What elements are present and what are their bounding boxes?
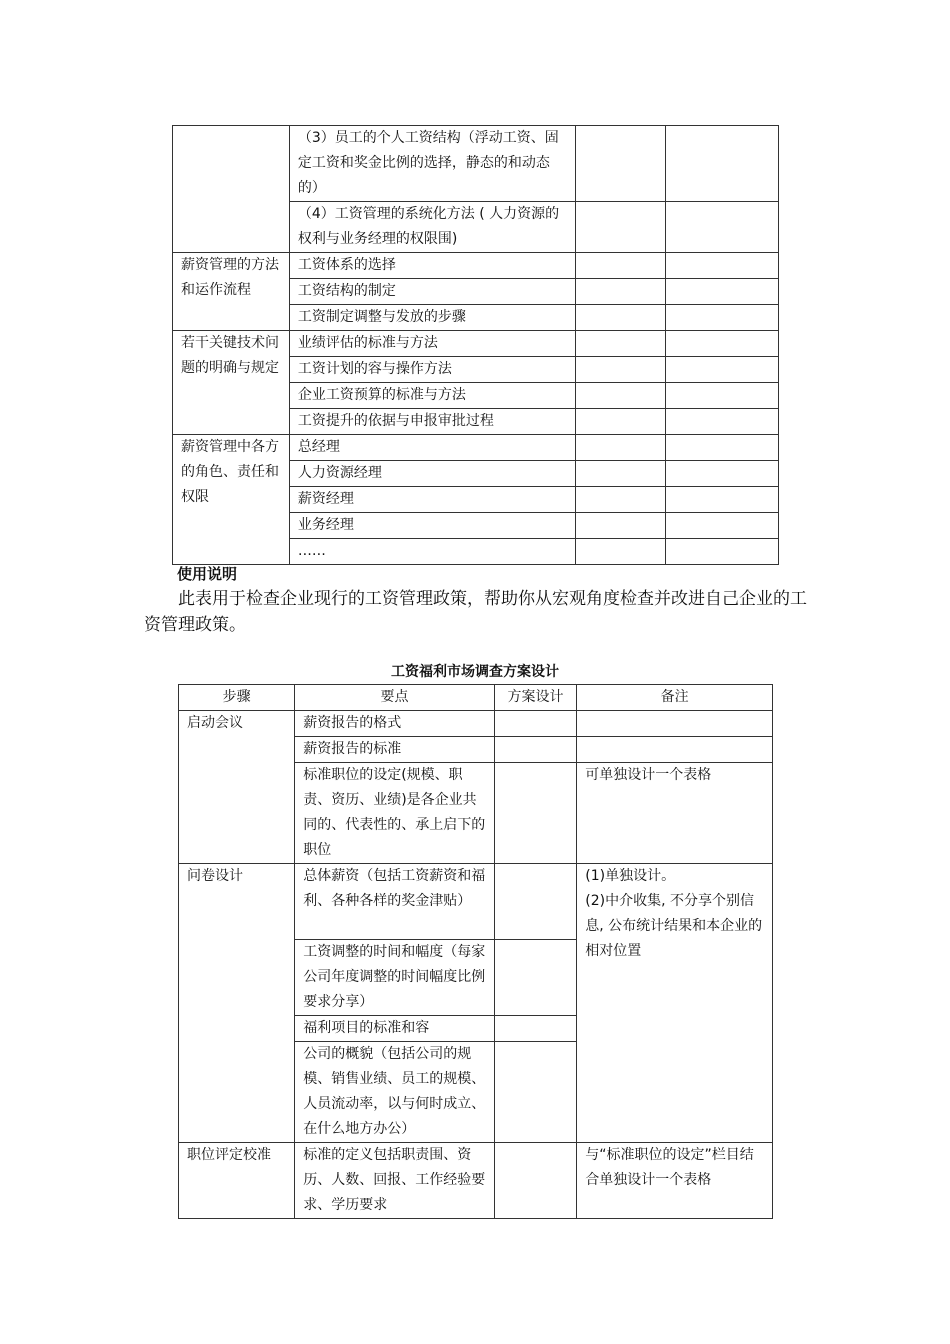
item-cell: 业绩评估的标准与方法 [289,331,576,357]
blank-cell [666,357,779,383]
point-cell: 标准职位的设定(规模、职责、资历、业绩)是各企业共同的、代表性的、承上启下的职位 [295,763,495,864]
note-line: (2)中介收集, 不分享个别信息, 公布统计结果和本企业的相对位置 [585,893,763,959]
blank-cell [576,305,666,331]
blank-cell [576,513,666,539]
usage-heading: 使用说明 [177,565,238,583]
point-cell: 福利项目的标准和容 [295,1016,495,1042]
note-line: (1)单独设计。 [585,868,676,884]
blank-cell [576,253,666,279]
blank-cell [666,126,779,202]
blank-cell [576,487,666,513]
blank-cell [576,461,666,487]
point-cell: 薪资报告的格式 [295,711,495,737]
blank-cell [576,435,666,461]
blank-cell [494,711,577,737]
header-cell: 备注 [577,685,773,711]
blank-cell [666,487,779,513]
item-cell: 业务经理 [289,513,576,539]
item-cell: 薪资经理 [289,487,576,513]
item-cell: 人力资源经理 [289,461,576,487]
point-cell: 标准的定义包括职责围、资历、人数、回报、工作经验要求、学历要求 [295,1143,495,1219]
item-cell: 工资提升的依据与申报审批过程 [289,409,576,435]
point-cell: 公司的概貌（包括公司的规模、销售业绩、员工的规模、人员流动率，以与何时成立、在什么地方办公） [295,1042,495,1143]
point-cell: 薪资报告的标准 [295,737,495,763]
blank-cell [494,940,577,1016]
blank-cell [576,383,666,409]
point-cell: 工资调整的时间和幅度（每家公司年度调整的时间幅度比例要求分享） [295,940,495,1016]
blank-cell [666,253,779,279]
blank-cell [494,737,577,763]
blank-cell [666,461,779,487]
item-cell: 总经理 [289,435,576,461]
blank-cell [576,331,666,357]
step-cell: 启动会议 [179,711,295,864]
blank-cell [576,279,666,305]
step-cell: 职位评定校准 [179,1143,295,1219]
group-cell: 薪资管理的方法和运作流程 [173,253,290,331]
item-cell: …… [289,539,576,565]
header-cell: 要点 [295,685,495,711]
blank-cell [666,279,779,305]
blank-cell [494,864,577,940]
blank-cell [494,1143,577,1219]
policy-check-table [172,125,779,565]
note-cell [577,737,773,763]
blank-cell [666,539,779,565]
header-cell: 步骤 [179,685,295,711]
blank-cell [494,1016,577,1042]
blank-cell [666,383,779,409]
survey-table-title: 工资福利市场调查方案设计 [391,664,559,680]
blank-cell [494,1042,577,1143]
group-cell [173,126,290,253]
survey-plan-table [178,684,773,1219]
blank-cell [666,435,779,461]
item-cell: 工资制定调整与发放的步骤 [289,305,576,331]
note-cell: 可单独设计一个表格 [577,763,773,864]
item-cell: 企业工资预算的标准与方法 [289,383,576,409]
blank-cell [576,409,666,435]
blank-cell [576,357,666,383]
note-cell [577,711,773,737]
item-cell: 工资体系的选择 [289,253,576,279]
usage-text: 此表用于检查企业现行的工资管理政策，帮助你从宏观角度检查并改进自己企业的工资管理政策。 [144,589,807,635]
item-cell: 工资结构的制定 [289,279,576,305]
blank-cell [576,202,666,253]
item-cell: 工资计划的容与操作方法 [289,357,576,383]
blank-cell [576,126,666,202]
point-cell: 总体薪资（包括工资薪资和福利、各种各样的奖金津贴） [295,864,495,940]
group-cell: 若干关键技术问题的明确与规定 [173,331,290,435]
blank-cell [666,305,779,331]
note-cell: 与“标准职位的设定”栏目结合单独设计一个表格 [577,1143,773,1219]
blank-cell [666,513,779,539]
item-cell: （4）工资管理的系统化方法 ( 人力资源的权利与业务经理的权限围) [289,202,576,253]
blank-cell [666,409,779,435]
header-cell: 方案设计 [494,685,577,711]
blank-cell [494,763,577,864]
blank-cell [666,202,779,253]
note-cell [577,864,773,1143]
blank-cell [576,539,666,565]
group-cell: 薪资管理中各方的角色、责任和权限 [173,435,290,565]
step-cell: 问卷设计 [179,864,295,1143]
item-cell: （3）员工的个人工资结构（浮动工资、固定工资和奖金比例的选择，静态的和动态的） [289,126,576,202]
blank-cell [666,331,779,357]
